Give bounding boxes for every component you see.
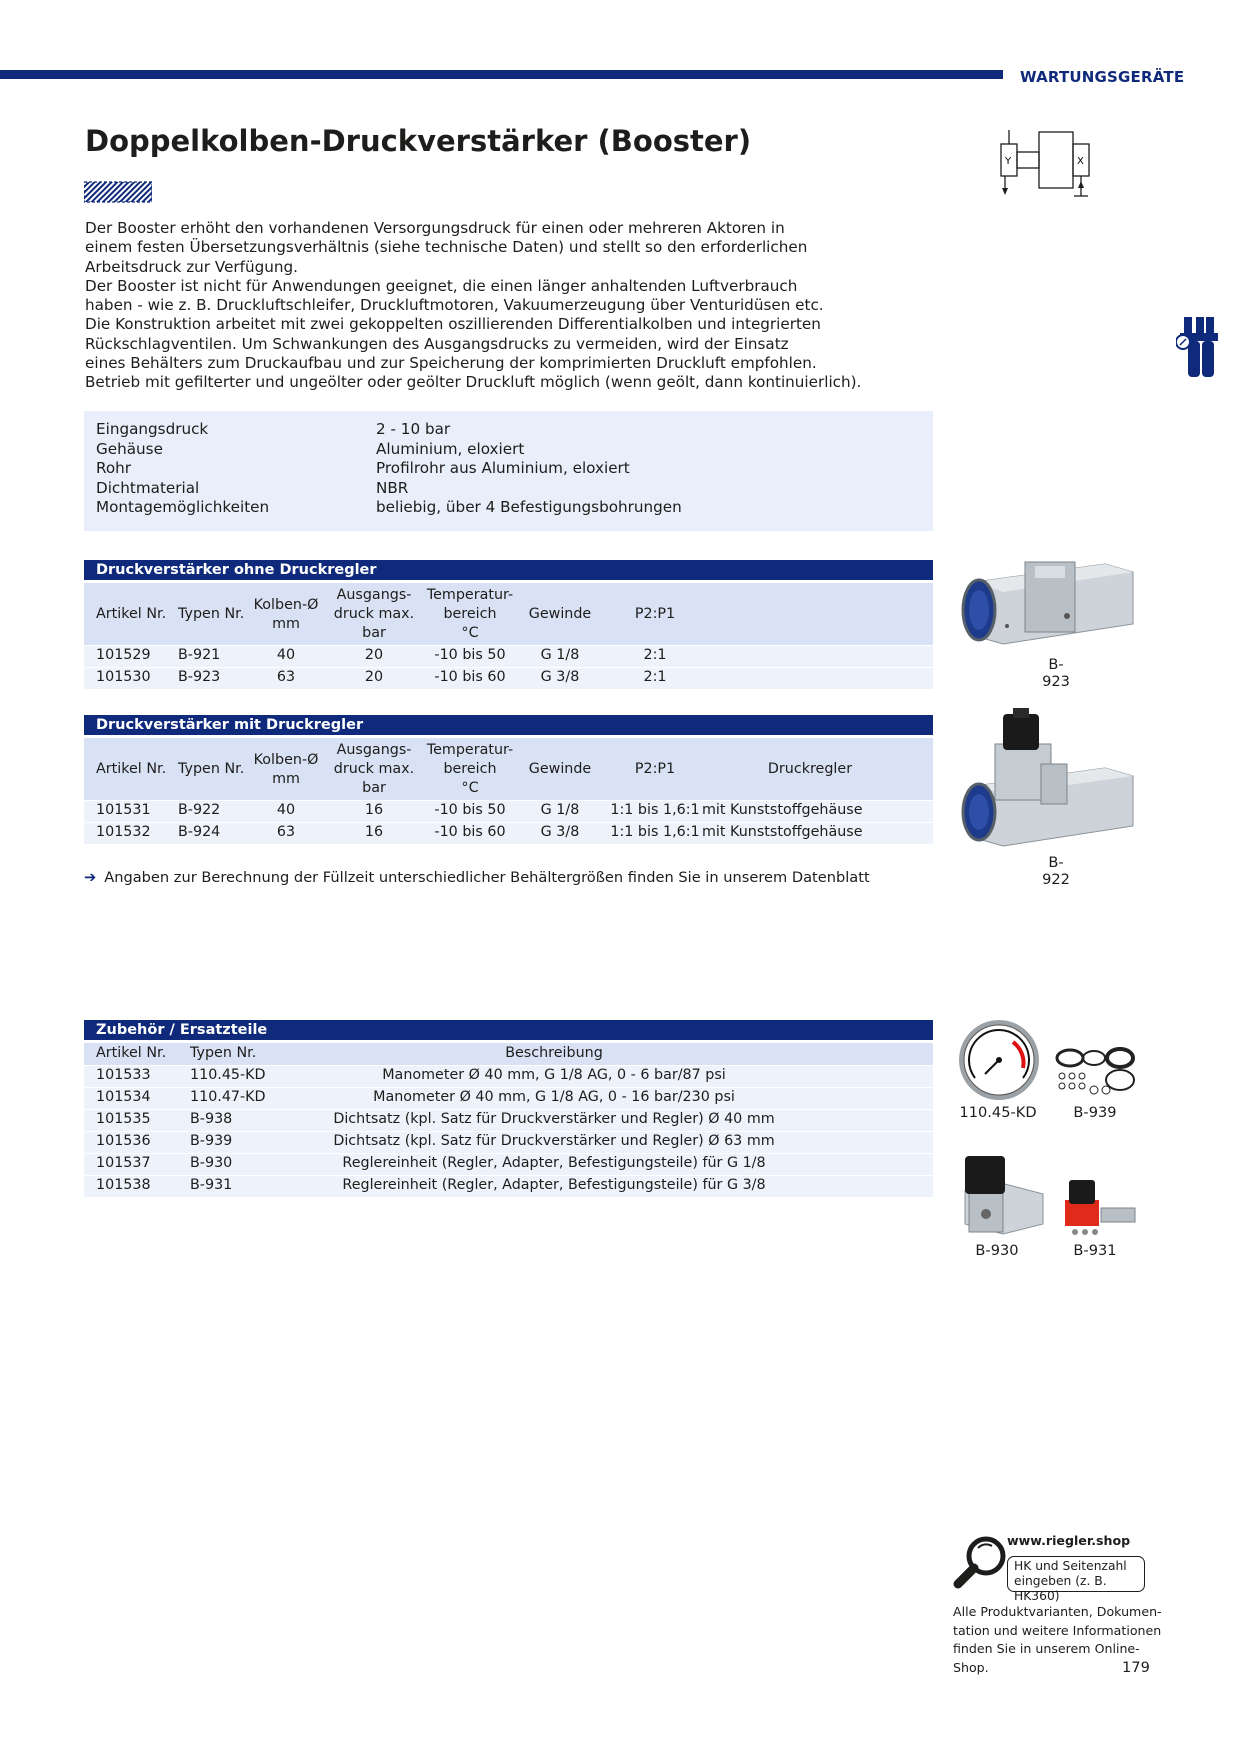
table2-header: [84, 738, 933, 800]
col-druck-line: Ausgangs-: [336, 587, 412, 603]
spec-table: [84, 411, 933, 531]
cell-artikel: 101532: [96, 824, 151, 840]
spec-value: beliebig, über 4 Befestigungsbohrungen: [376, 498, 682, 516]
description: [85, 219, 945, 393]
cell-gewinde: G 3/8: [540, 824, 580, 840]
page-number: 179: [1122, 1659, 1150, 1676]
cell-artikel: 101534: [96, 1089, 151, 1105]
seal-set-image: [1054, 1046, 1138, 1102]
cell-beschreibung: Manometer Ø 40 mm, G 1/8 AG, 0 - 16 bar/230 psi: [373, 1089, 735, 1105]
spec-key: Rohr: [96, 459, 132, 477]
description-line: einem festen Übersetzungsverhältnis (siehe technische Daten) und stellt so den erforderlichen: [85, 238, 808, 257]
cell-artikel: 101529: [96, 647, 151, 663]
cell-typen: B-938: [190, 1111, 233, 1127]
col-artikel: Artikel Nr.: [96, 1045, 167, 1061]
table1-title-text: Druckverstärker ohne Druckregler: [96, 562, 377, 578]
table1-title: [84, 560, 933, 580]
caption-b930: B-930: [975, 1242, 1019, 1259]
col-kolben-line: Kolben-Ø: [253, 597, 319, 613]
cell-temp: -10 bis 60: [434, 824, 506, 840]
col-typen: Typen Nr.: [190, 1045, 257, 1061]
cell-kolben: 40: [276, 647, 296, 663]
cell-kolben: 63: [276, 824, 296, 840]
shop-box-line: eingeben (z. B. HK360): [1014, 1574, 1107, 1603]
cell-druck: 16: [364, 824, 384, 840]
description-line: Der Booster erhöht den vorhandenen Versorgungsdruck für einen oder mehreren Aktoren in: [85, 219, 785, 237]
table-row: [84, 1088, 933, 1110]
cell-kolben: 40: [276, 802, 296, 818]
cell-p2p1: 1:1 bis 1,6:1: [610, 824, 700, 840]
datasheet-note: [84, 869, 870, 886]
cell-beschreibung: Dichtsatz (kpl. Satz für Druckverstärker und Regler) Ø 40 mm: [333, 1111, 775, 1127]
col-kolben-line: Kolben-Ø: [253, 752, 319, 768]
cell-regler: mit Kunststoffgehäuse: [702, 824, 863, 840]
shop-url[interactable]: www.riegler.shop: [1007, 1533, 1131, 1548]
cell-temp: -10 bis 50: [434, 647, 506, 663]
cell-gewinde: G 1/8: [540, 802, 580, 818]
col-temp: [420, 741, 520, 798]
cell-typen: 110.47-KD: [190, 1089, 266, 1105]
shop-box-line: HK und Seitenzahl: [1014, 1559, 1127, 1573]
col-typen: Typen Nr.: [178, 761, 245, 777]
col-temp-line: °C: [461, 625, 479, 641]
manometer-image: [957, 1018, 1041, 1102]
table-row: [84, 668, 933, 690]
col-temp-line: Temperatur-: [426, 587, 514, 603]
cell-regler: mit Kunststoffgehäuse: [702, 802, 863, 818]
table3-header: [84, 1043, 933, 1065]
col-p2p1: P2:P1: [634, 761, 676, 777]
cell-artikel: 101530: [96, 669, 151, 685]
cell-temp: -10 bis 50: [434, 802, 506, 818]
spec-value: Aluminium, eloxiert: [376, 439, 525, 458]
col-kolben: [244, 596, 328, 634]
table2-title-text: Druckverstärker mit Druckregler: [96, 717, 364, 733]
description-line: Betrieb mit gefilterter und ungeölter oder geölter Druckluft möglich (wenn geölt, dann kontinuierlich).: [85, 373, 862, 392]
cell-artikel: 101537: [96, 1155, 151, 1171]
col-druck-line: bar: [362, 780, 386, 796]
description-line: Die Konstruktion arbeitet mit zwei gekoppelten oszillierenden Differentialkolben und integrierten: [85, 315, 821, 334]
col-kolben-line: mm: [272, 771, 300, 787]
regulator-b930-image: [955, 1154, 1045, 1238]
regulator-b931-image: [1055, 1176, 1139, 1240]
note-text: Angaben zur Berechnung der Füllzeit unterschiedlicher Behältergrößen finden Sie in unserem Datenblatt: [104, 869, 870, 886]
caption-b923: B-923: [1042, 656, 1070, 690]
caption-b939: B-939: [1073, 1104, 1117, 1121]
col-artikel: Artikel Nr.: [96, 761, 167, 777]
cell-artikel: 101531: [96, 802, 151, 818]
cell-typen: B-922: [178, 802, 221, 818]
cell-artikel: 101536: [96, 1133, 151, 1149]
symbol-label-x: X: [1077, 156, 1084, 167]
page-title: Doppelkolben-Druckverstärker (Booster): [85, 124, 752, 158]
col-artikel: Artikel Nr.: [96, 606, 167, 622]
cell-artikel: 101533: [96, 1067, 151, 1083]
col-regler: Druckregler: [767, 761, 853, 777]
cell-druck: 20: [364, 647, 384, 663]
booster-b922-image: [955, 708, 1140, 858]
col-druck-line: Ausgangs-: [336, 742, 412, 758]
col-druck: [328, 741, 420, 798]
table3-title-text: Zubehör / Ersatzteile: [96, 1022, 268, 1038]
col-temp-line: °C: [461, 780, 479, 796]
description-line: Der Booster ist nicht für Anwendungen geeignet, die einen länger anhaltenden Luftverbrauch: [85, 276, 798, 295]
cell-p2p1: 2:1: [643, 647, 667, 663]
col-typen: Typen Nr.: [178, 606, 245, 622]
cell-temp: -10 bis 60: [434, 669, 506, 685]
caption-b931: B-931: [1073, 1242, 1117, 1259]
table-row: [84, 1154, 933, 1176]
cell-beschreibung: Reglereinheit (Regler, Adapter, Befestigungsteile) für G 1/8: [342, 1155, 766, 1171]
col-p2p1: P2:P1: [634, 606, 676, 622]
cell-p2p1: 1:1 bis 1,6:1: [610, 802, 700, 818]
col-kolben-line: mm: [272, 616, 300, 632]
col-druck-line: druck max.: [333, 606, 415, 622]
cell-beschreibung: Manometer Ø 40 mm, G 1/8 AG, 0 - 6 bar/87 psi: [382, 1067, 726, 1083]
table-row: [84, 646, 933, 668]
hatch-pattern-icon: [84, 180, 152, 204]
description-line: haben - wie z. B. Druckluftschleifer, Druckluftmotoren, Vakuumerzeugung über Venturidüsen etc.: [85, 296, 824, 315]
arrow-right-icon: ➔: [84, 869, 97, 886]
col-kolben: [244, 751, 328, 789]
spec-key: Dichtmaterial: [96, 478, 200, 497]
cell-typen: B-921: [178, 647, 221, 663]
booster-b923-image: [955, 552, 1140, 660]
table2-title: [84, 715, 933, 735]
table-row: [84, 1110, 933, 1132]
col-druck-line: bar: [362, 625, 386, 641]
col-gewinde: Gewinde: [528, 606, 592, 622]
cell-p2p1: 2:1: [643, 669, 667, 685]
col-beschreibung: Beschreibung: [505, 1045, 603, 1061]
magnifier-icon: [952, 1534, 1008, 1590]
cell-druck: 20: [364, 669, 384, 685]
spec-key: Gehäuse: [96, 439, 163, 458]
caption-manometer: 110.45-KD: [959, 1104, 1037, 1121]
col-temp-line: bereich: [443, 606, 497, 622]
section-label: WARTUNGSGERÄTE: [1020, 68, 1185, 86]
caption-b922: B-922: [1042, 854, 1070, 888]
shop-info-line: finden Sie in unserem Online-Shop.: [953, 1641, 1140, 1675]
shop-search-hint: [1007, 1556, 1145, 1603]
symbol-label-y: Y: [1005, 156, 1012, 167]
cell-gewinde: G 1/8: [540, 647, 580, 663]
description-line: eines Behälters zum Druckaufbau und zur Speicherung der komprimierten Druckluft empfohlen.: [85, 354, 817, 373]
cell-kolben: 63: [276, 669, 296, 685]
cell-druck: 16: [364, 802, 384, 818]
col-gewinde: Gewinde: [528, 761, 592, 777]
cell-typen: B-939: [190, 1133, 233, 1149]
col-temp: [420, 586, 520, 643]
description-line: Arbeitsdruck zur Verfügung.: [85, 257, 298, 276]
table-row: [84, 1132, 933, 1154]
cell-typen: 110.45-KD: [190, 1067, 266, 1083]
cell-typen: B-930: [190, 1155, 233, 1171]
cell-beschreibung: Dichtsatz (kpl. Satz für Druckverstärker und Regler) Ø 63 mm: [333, 1133, 775, 1149]
table3-title: [84, 1020, 933, 1040]
cell-typen: B-931: [190, 1177, 233, 1193]
booster-symbol-icon: [1000, 130, 1096, 202]
col-temp-line: bereich: [443, 761, 497, 777]
maintenance-unit-icon: [1176, 311, 1220, 383]
spec-value: NBR: [376, 478, 409, 497]
spec-value: 2 - 10 bar: [376, 420, 451, 438]
spec-value: Profilrohr aus Aluminium, eloxiert: [376, 459, 630, 477]
spec-key: Montagemöglichkeiten: [96, 498, 270, 516]
cell-artikel: 101538: [96, 1177, 151, 1193]
table-row: [84, 823, 933, 845]
table-row: [84, 1066, 933, 1088]
description-line: Rückschlagventilen. Um Schwankungen des Ausgangsdrucks zu vermeiden, wird der Einsatz: [85, 334, 789, 353]
header-bar: [0, 70, 1003, 79]
col-druck-line: druck max.: [333, 761, 415, 777]
cell-typen: B-924: [178, 824, 221, 840]
cell-beschreibung: Reglereinheit (Regler, Adapter, Befestigungsteile) für G 3/8: [342, 1177, 766, 1193]
shop-info-line: tation und weitere Informationen: [953, 1622, 1162, 1638]
table-row: [84, 1176, 933, 1198]
cell-gewinde: G 3/8: [540, 669, 580, 685]
shop-info-line: Alle Produktvarianten, Dokumen-: [953, 1604, 1162, 1619]
spec-key: Eingangsdruck: [96, 420, 209, 438]
cell-artikel: 101535: [96, 1111, 151, 1127]
cell-typen: B-923: [178, 669, 221, 685]
col-druck: [328, 586, 420, 643]
col-temp-line: Temperatur-: [426, 742, 514, 758]
table1-header: [84, 583, 933, 645]
table-row: [84, 801, 933, 823]
